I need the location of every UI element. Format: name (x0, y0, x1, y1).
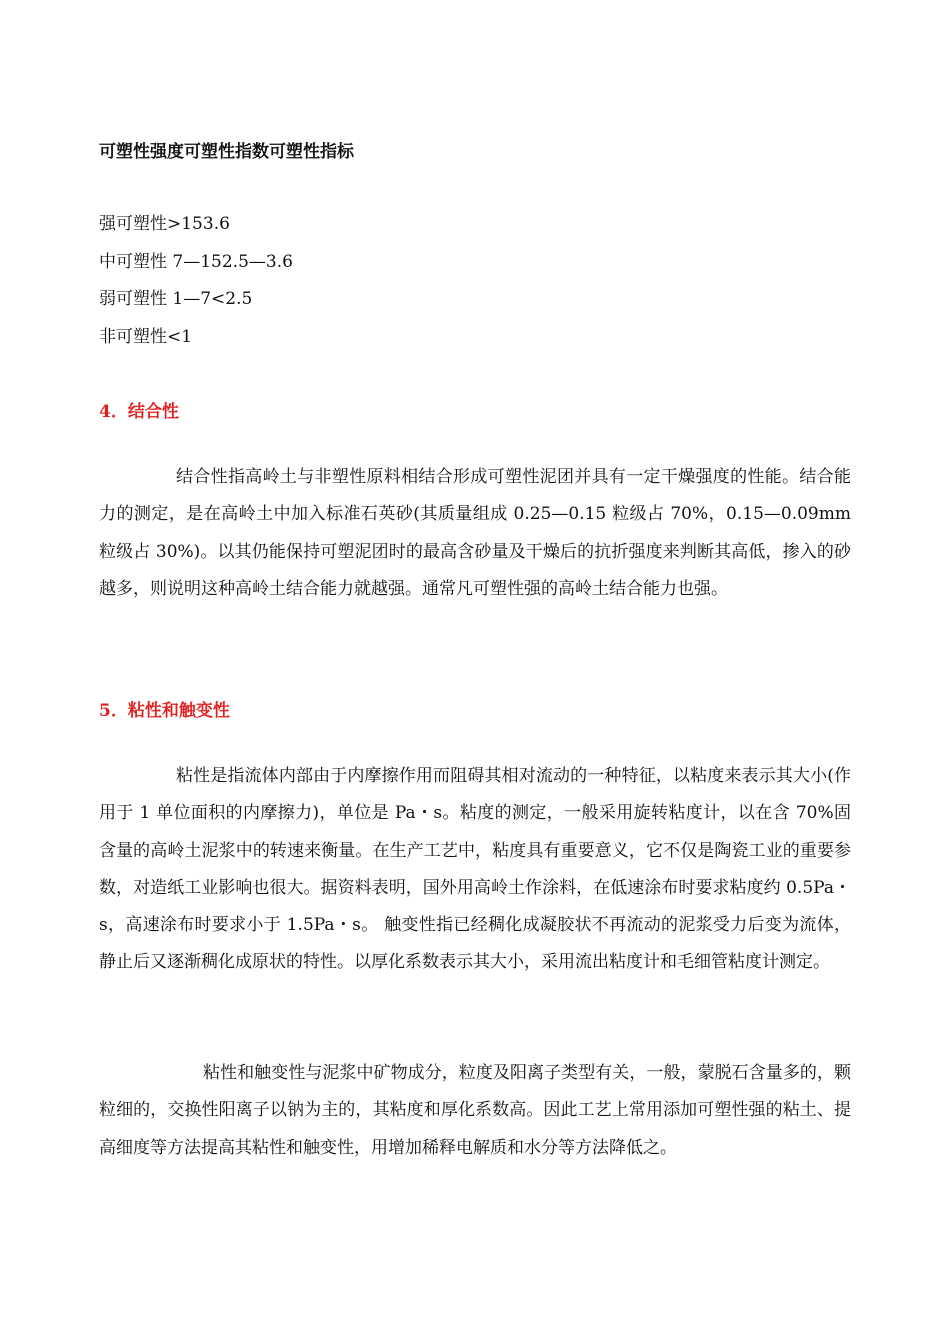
section-4-heading: 4．结合性 (99, 402, 179, 422)
plasticity-table-header: 可塑性强度可塑性指数可塑性指标 (99, 142, 354, 162)
plasticity-row-medium: 中可塑性 7—152.5—3.6 (99, 252, 293, 272)
section-4-paragraph: 结合性指高岭土与非塑性原料相结合形成可塑性泥团并具有一定干燥强度的性能。结合能力的测定，是在高岭土中加入标准石英砂(其质量组成 0.25—0.15 粒级占 70%，0.15—0.09mm 粒级占 30%)。以其仍能保持可塑泥团时的最高含砂量及干燥后的抗折强度来判断其高低，掺入的砂越多，则说明这种高岭土结合能力就越强。通常凡可塑性强的高岭土结合能力也强。 (99, 467, 851, 599)
section-5-heading: 5．粘性和触变性 (99, 701, 230, 721)
plasticity-row-strong: 强可塑性>153.6 (99, 214, 230, 234)
section-5-paragraph-viscosity: 粘性是指流体内部由于内摩擦作用而阻碍其相对流动的一种特征，以粘度来表示其大小(作用于 1 单位面积的内摩擦力)，单位是 Pa・s。粘度的测定，一般采用旋转粘度计，以在含 70%固含量的高岭土泥浆中的转速来衡量。在生产工艺中，粘度具有重要意义，它不仅是陶瓷工业的重要参数，对造纸工业影响也很大。据资料表明，国外用高岭土作涂料，在低速涂布时要求粘度约 0.5Pa・s，高速涂布时要求小于 1.5Pa・s。 触变性指已经稠化成凝胶状不再流动的泥浆受力后变为流体，静止后又逐渐稠化成原状的特性。以厚化系数表示其大小，采用流出粘度计和毛细管粘度计测定。 (99, 766, 851, 973)
plasticity-row-weak: 弱可塑性 1—7<2.5 (99, 289, 253, 309)
section-5-paragraph-factors: 粘性和触变性与泥浆中矿物成分，粒度及阳离子类型有关，一般，蒙脱石含量多的，颗粒细的，交换性阳离子以钠为主的，其粘度和厚化系数高。因此工艺上常用添加可塑性强的粘土、提高细度等方法提高其粘性和触变性，用增加稀释电解质和水分等方法降低之。 (99, 1063, 851, 1158)
plasticity-row-none: 非可塑性<1 (99, 327, 193, 347)
